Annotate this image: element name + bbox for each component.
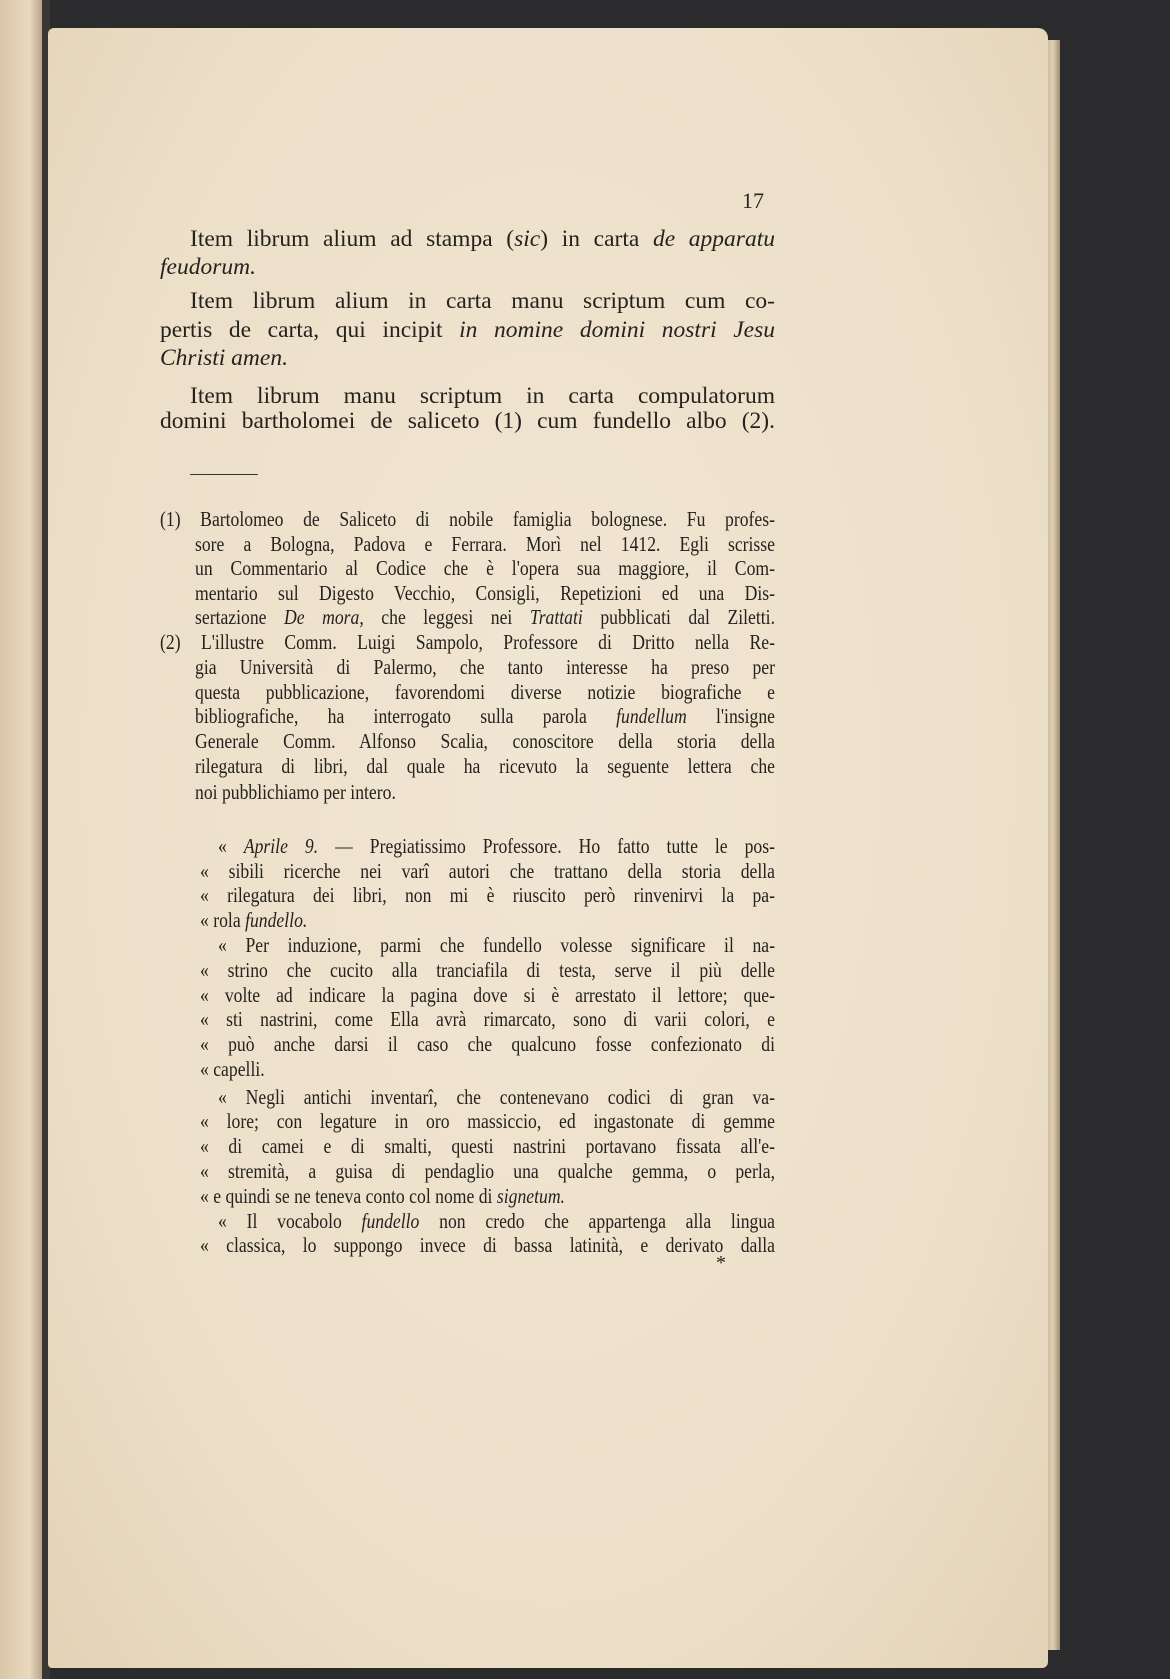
previous-page-edge [0, 0, 42, 1679]
text-run: sertazione [195, 605, 285, 629]
signature-mark: * [716, 1252, 726, 1274]
italic-text: Trattati [529, 605, 583, 629]
text-run: rilegatura di libri, dal quale ha ricevuto la seguente lettera che [195, 754, 775, 778]
text-run: pubblicati dal Ziletti. [582, 605, 775, 629]
italic-text: feudorum. [160, 254, 256, 280]
text-run: mentario sul Digesto Vecchio, Consigli, Repetizioni ed una Dis- [195, 581, 775, 605]
body-line [190, 224, 775, 254]
letter-line [200, 1029, 775, 1059]
body-line [160, 406, 775, 436]
text-run: « lore; con legature in oro massiccio, ed ingastonate di gemme [200, 1109, 775, 1133]
text-run: sore a Bologna, Padova e Ferrara. Morì nel 1412. Egli scrisse [195, 532, 775, 556]
italic-text: de apparatu [652, 226, 775, 252]
footnote-separator [190, 474, 258, 475]
italic-text: fundellum [616, 704, 687, 728]
text-run: « di camei e di smalti, questi nastrini portavano fissata all'e- [200, 1134, 775, 1158]
text-run: (1) Bartolomeo de Saliceto di nobile famiglia bolognese. Fu profes- [160, 507, 775, 531]
text-run: Item librum manu scriptum in carta compulatorum [190, 383, 775, 409]
text-run: « [218, 834, 244, 858]
text-run: « sti nastrini, come Ella avrà rimarcato, sono di varii colori, e [200, 1007, 775, 1031]
text-run: « strino che cucito alla tranciafila di testa, serve il più delle [200, 958, 775, 982]
text-run: « volte ad indicare la pagina dove si è arrestato il lettore; que- [200, 983, 775, 1007]
text-run: Item librum alium in carta manu scriptum cum co- [190, 288, 775, 314]
italic-text: in nomine domini nostri Jesu [459, 317, 775, 343]
text-run: « classica, lo suppongo invece di bassa latinità, e derivato dalla [200, 1233, 775, 1257]
italic-text: signetum. [496, 1184, 565, 1208]
text-run: l'insigne [686, 704, 775, 728]
body-line [160, 252, 256, 282]
text-run: « Il vocabolo [218, 1209, 362, 1233]
text-run: « rola [200, 908, 246, 932]
text-run: noi pubblichiamo per intero. [195, 780, 396, 804]
body-line [160, 315, 775, 345]
page-stack-edge [1046, 40, 1060, 1650]
page-number: 17 [742, 188, 764, 213]
italic-text: sic [514, 226, 541, 252]
text-run: gia Università di Palermo, che tanto interesse ha preso per [195, 655, 775, 679]
text-run: questa pubblicazione, favorendomi diverse notizie biografiche e [195, 680, 775, 704]
text-run: bibliografiche, ha interrogato sulla parola [195, 704, 617, 728]
text-run: un Commentario al Codice che è l'opera sua maggiore, il Com- [195, 556, 775, 580]
text-run: pertis de carta, qui incipit [160, 317, 460, 343]
footnote-line [195, 777, 396, 807]
text-run: Generale Comm. Alfonso Scalia, conoscitore della storia della [195, 729, 775, 753]
body-line [190, 286, 775, 316]
text-run: (2) L'illustre Comm. Luigi Sampolo, Professore di Dritto nella Re- [160, 630, 775, 654]
italic-text: fundello [361, 1209, 420, 1233]
italic-text: fundello. [245, 908, 308, 932]
text-run: « capelli. [200, 1057, 265, 1081]
body-line [160, 343, 288, 373]
italic-text: De mora, [284, 605, 364, 629]
letter-line [200, 1230, 775, 1260]
text-run: « può anche darsi il caso che qualcuno fosse confezionato di [200, 1032, 775, 1056]
text-run: Item librum alium ad stampa ( [190, 226, 515, 252]
text-run: ) in carta [540, 226, 653, 252]
text-run: che leggesi nei [363, 605, 530, 629]
italic-text: Christi amen. [160, 345, 288, 371]
text-run: « sibili ricerche nei varî autori che trattano della storia della [200, 859, 775, 883]
text-run: domini bartholomei de saliceto (1) cum fundello albo (2). [160, 408, 775, 434]
text-run: « Per induzione, parmi che fundello volesse significare il na- [218, 933, 775, 957]
text-run: « e quindi se ne teneva conto col nome di [200, 1184, 497, 1208]
italic-text: Aprile 9. [243, 834, 319, 858]
text-run: non credo che appartenga alla lingua [419, 1209, 776, 1233]
text-run: « stremità, a guisa di pendaglio una qualche gemma, o perla, [200, 1159, 775, 1183]
text-run: — Pregiatissimo Professore. Ho fatto tutte le pos- [318, 834, 775, 858]
letter-line [200, 1054, 265, 1084]
text-run: « Negli antichi inventarî, che contenevano codici di gran va- [218, 1085, 775, 1109]
text-run: « rilegatura dei libri, non mi è riuscito però rinvenirvi la pa- [200, 883, 775, 907]
